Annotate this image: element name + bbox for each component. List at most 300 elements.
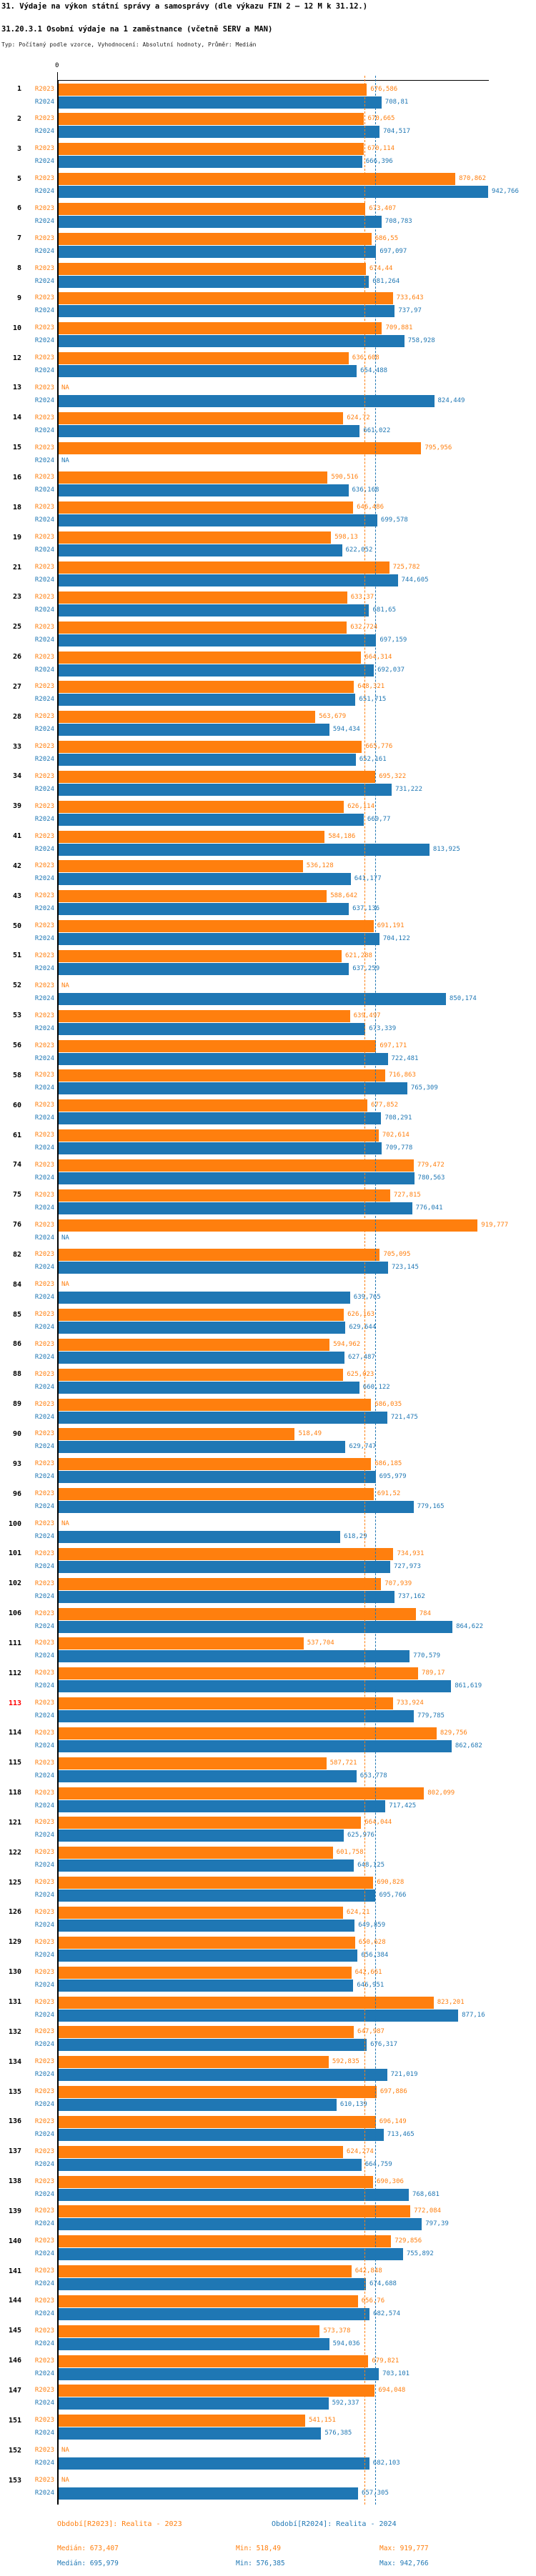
series-label-r2024: R2024 — [34, 1921, 54, 1929]
bar-value-r2024: 721,475 — [390, 1413, 418, 1421]
bar-line-r2024 — [0, 1680, 536, 1692]
bar-r2023 — [59, 1369, 343, 1381]
bar-value-r2024: 713,465 — [387, 2130, 415, 2138]
series-label-r2023: R2023 — [34, 264, 54, 272]
row-number: 58 — [12, 1071, 21, 1079]
max-stat-r2023: Max: 919,777 — [379, 2545, 429, 2552]
bar-r2024 — [59, 1172, 415, 1184]
row-number: 130 — [8, 1968, 21, 1977]
chart-row — [0, 2415, 536, 2445]
row-number: 52 — [12, 982, 21, 990]
series-label-r2023: R2023 — [34, 802, 54, 810]
series-label-r2023: R2023 — [34, 2028, 54, 2036]
bar-value-r2024: 666,396 — [365, 158, 393, 166]
bar-value-r2023: 518,49 — [298, 1430, 322, 1438]
bar-line-r2024 — [0, 1650, 536, 1662]
bar-line-r2024 — [0, 1591, 536, 1603]
series-label-r2023: R2023 — [34, 772, 54, 780]
series-label-r2023: R2023 — [34, 1609, 54, 1617]
row-number: 153 — [8, 2476, 21, 2485]
row-number: 50 — [12, 922, 21, 930]
series-label-r2023: R2023 — [34, 204, 54, 212]
chart-row — [0, 1039, 536, 1069]
bar-r2023 — [59, 1159, 414, 1172]
bar-r2023 — [59, 1608, 416, 1620]
bar-line-r2023 — [0, 1219, 536, 1232]
row-number: 76 — [12, 1221, 21, 1229]
series-label-r2023: R2023 — [34, 2477, 54, 2484]
bar-value-r2023: 716,863 — [388, 1072, 416, 1079]
chart-row — [0, 1398, 536, 1428]
bar-value-r2023: 624,72 — [347, 414, 370, 421]
chart-row — [0, 2235, 536, 2265]
series-label-r2024: R2024 — [34, 2430, 54, 2437]
bar-line-r2023 — [0, 1727, 536, 1739]
series-label-r2024: R2024 — [34, 307, 54, 315]
bar-line-r2023 — [0, 1040, 536, 1052]
bar-line-r2023 — [0, 1937, 536, 1949]
bar-line-r2024 — [0, 1142, 536, 1154]
bar-value-r2023: NA — [61, 2477, 69, 2484]
bar-r2023 — [59, 84, 367, 96]
chart-row — [0, 2475, 536, 2505]
bar-line-r2024 — [0, 305, 536, 317]
series-label-r2024: R2024 — [34, 1024, 54, 1032]
chart-row — [0, 1667, 536, 1697]
bar-line-r2023 — [0, 2295, 536, 2307]
bar-r2024 — [59, 724, 329, 736]
series-label-r2023: R2023 — [34, 1340, 54, 1348]
series-label-r2024: R2024 — [34, 2340, 54, 2347]
bar-value-r2024: 797,39 — [425, 2220, 449, 2228]
bar-value-r2023: 625,023 — [347, 1370, 374, 1378]
chart-row — [0, 411, 536, 441]
legend-r2023: Období[R2023]: Realita - 2023 — [57, 2520, 182, 2528]
row-number: 23 — [12, 593, 21, 601]
series-label-r2024: R2024 — [34, 456, 54, 464]
bar-value-r2023: 729,856 — [394, 2237, 422, 2245]
bar-line-r2023 — [0, 143, 536, 155]
bar-r2024 — [59, 1023, 365, 1035]
series-label-r2024: R2024 — [34, 1742, 54, 1749]
bar-value-r2023: 707,939 — [384, 1579, 412, 1587]
series-label-r2023: R2023 — [34, 1789, 54, 1797]
bar-value-r2024: 676,317 — [370, 2041, 398, 2049]
series-label-r2024: R2024 — [34, 994, 54, 1002]
chart-row — [0, 1906, 536, 1936]
bar-value-r2023: 646,486 — [357, 504, 384, 511]
bar-line-r2024 — [0, 365, 536, 377]
series-label-r2023: R2023 — [34, 384, 54, 391]
bar-value-r2023: 587,721 — [329, 1759, 357, 1767]
bar-value-r2024: 862,682 — [455, 1742, 482, 1749]
bar-value-r2023: 734,931 — [397, 1549, 425, 1557]
bar-value-r2024: 652,161 — [359, 756, 387, 764]
bar-r2023 — [59, 1697, 393, 1709]
bar-r2023 — [59, 890, 327, 902]
bar-line-r2024 — [0, 993, 536, 1005]
bar-line-r2023 — [0, 1010, 536, 1022]
series-label-r2024: R2024 — [34, 666, 54, 674]
bar-r2024 — [59, 2189, 409, 2201]
chart-row — [0, 1488, 536, 1518]
bar-line-r2023 — [0, 1578, 536, 1590]
bar-value-r2023: 733,924 — [396, 1699, 424, 1707]
bar-line-r2024 — [0, 1382, 536, 1394]
bar-value-r2024: 779,165 — [417, 1503, 445, 1511]
bar-line-r2024 — [0, 1859, 536, 1872]
bar-line-r2023 — [0, 2415, 536, 2427]
series-label-r2024: R2024 — [34, 935, 54, 943]
bar-value-r2023: 727,815 — [393, 1191, 421, 1199]
chart-row — [0, 2086, 536, 2116]
row-number: 121 — [8, 1818, 21, 1827]
bar-r2023 — [59, 1578, 381, 1590]
row-number: 8 — [16, 264, 21, 273]
row-number: 2 — [16, 114, 21, 123]
bar-line-r2024 — [0, 2129, 536, 2141]
series-label-r2024: R2024 — [34, 845, 54, 853]
chart-row — [0, 621, 536, 651]
bar-value-r2024: 737,162 — [397, 1592, 425, 1600]
bar-r2024 — [59, 514, 377, 526]
bar-value-r2023: 590,516 — [331, 474, 359, 481]
bar-value-r2024: 610,139 — [339, 2101, 367, 2109]
bar-line-r2024 — [0, 1053, 536, 1065]
bar-r2024 — [59, 1501, 414, 1513]
series-label-r2023: R2023 — [34, 892, 54, 900]
row-number: 90 — [12, 1429, 21, 1438]
series-label-r2024: R2024 — [34, 1832, 54, 1839]
bar-value-r2023: 670,114 — [367, 145, 395, 153]
row-number: 9 — [16, 294, 21, 302]
series-label-r2023: R2023 — [34, 1191, 54, 1199]
chart-row — [0, 2115, 536, 2145]
row-number: 85 — [12, 1310, 21, 1319]
series-label-r2024: R2024 — [34, 516, 54, 524]
series-label-r2023: R2023 — [34, 743, 54, 751]
bar-r2024 — [59, 694, 355, 706]
series-label-r2024: R2024 — [34, 815, 54, 823]
series-label-r2023: R2023 — [34, 444, 54, 451]
bar-r2024 — [59, 335, 405, 347]
chart-row — [0, 173, 536, 203]
chart-row — [0, 352, 536, 382]
bar-line-r2024 — [0, 455, 536, 467]
bar-line-r2024 — [0, 1740, 536, 1752]
bar-value-r2024: 768,681 — [412, 2190, 440, 2198]
bar-line-r2023 — [0, 173, 536, 185]
bar-r2024 — [59, 963, 349, 975]
series-label-r2024: R2024 — [34, 1383, 54, 1391]
series-label-r2023: R2023 — [34, 2177, 54, 2185]
row-number: 96 — [12, 1489, 21, 1498]
bar-r2023 — [59, 591, 347, 604]
bar-r2024 — [59, 2278, 366, 2290]
bar-value-r2024: 681,264 — [372, 277, 400, 285]
bar-r2023 — [59, 233, 372, 245]
series-label-r2023: R2023 — [34, 593, 54, 601]
bar-r2024 — [59, 1650, 410, 1662]
series-label-r2023: R2023 — [34, 564, 54, 571]
series-label-r2023: R2023 — [34, 1968, 54, 1976]
bar-line-r2023 — [0, 1608, 536, 1620]
row-number: 147 — [8, 2386, 21, 2395]
series-label-r2023: R2023 — [34, 1879, 54, 1887]
series-label-r2023: R2023 — [34, 1908, 54, 1916]
bar-value-r2024: 850,174 — [449, 994, 477, 1002]
bar-r2023 — [59, 352, 349, 364]
bar-r2023 — [59, 681, 354, 693]
chart-row — [0, 1936, 536, 1966]
chart-row — [0, 860, 536, 890]
series-label-r2024: R2024 — [34, 2130, 54, 2138]
bar-value-r2023: 633,37 — [350, 593, 374, 601]
bar-line-r2024 — [0, 604, 536, 616]
bar-r2023 — [59, 263, 366, 275]
bar-r2024 — [59, 544, 342, 556]
chart-row — [0, 322, 536, 352]
series-label-r2024: R2024 — [34, 1802, 54, 1809]
bar-r2024 — [59, 305, 394, 317]
bar-value-r2023: 647,987 — [357, 2028, 384, 2036]
bar-r2023 — [59, 113, 364, 125]
bar-line-r2023 — [0, 1548, 536, 1560]
series-label-r2024: R2024 — [34, 1712, 54, 1720]
bar-line-r2024 — [0, 1232, 536, 1244]
bar-line-r2023 — [0, 591, 536, 604]
bar-value-r2023: 690,828 — [377, 1879, 405, 1887]
bar-value-r2023: 919,777 — [481, 1221, 509, 1229]
bar-line-r2023 — [0, 2445, 536, 2457]
chart-row — [0, 2385, 536, 2415]
bar-value-r2023: 664,314 — [364, 653, 392, 661]
bar-r2023 — [59, 322, 382, 334]
bar-r2023 — [59, 1997, 434, 2009]
row-number: 42 — [12, 862, 21, 870]
chart-row — [0, 830, 536, 860]
bar-value-r2024: 861,619 — [455, 1682, 482, 1690]
bar-line-r2024 — [0, 395, 536, 407]
chart-row — [0, 770, 536, 800]
bar-line-r2024 — [0, 1352, 536, 1364]
series-label-r2024: R2024 — [34, 606, 54, 614]
bar-value-r2023: 697,886 — [379, 2088, 407, 2096]
bar-r2024 — [59, 1262, 388, 1274]
chart-row — [0, 561, 536, 591]
series-label-r2023: R2023 — [34, 1699, 54, 1707]
series-label-r2024: R2024 — [34, 1204, 54, 1212]
chart-row — [0, 2145, 536, 2175]
bar-line-r2023 — [0, 531, 536, 544]
bar-line-r2024 — [0, 186, 536, 198]
chart-row — [0, 711, 536, 741]
chart-row — [0, 1309, 536, 1339]
series-label-r2024: R2024 — [34, 1114, 54, 1122]
bar-r2024 — [59, 246, 376, 258]
bar-r2023 — [59, 1458, 371, 1470]
series-label-r2024: R2024 — [34, 2101, 54, 2109]
bar-value-r2023: 697,171 — [379, 1042, 407, 1049]
bar-value-r2023: 784 — [419, 1609, 431, 1617]
chart-row — [0, 1847, 536, 1877]
bar-r2024 — [59, 1441, 345, 1453]
series-label-r2024: R2024 — [34, 1592, 54, 1600]
row-number: 89 — [12, 1400, 21, 1409]
bar-value-r2023: 632,724 — [350, 623, 378, 631]
bar-r2023 — [59, 412, 343, 424]
bar-line-r2024 — [0, 514, 536, 526]
chart-row — [0, 1009, 536, 1039]
bar-line-r2024 — [0, 484, 536, 496]
series-label-r2023: R2023 — [34, 1759, 54, 1767]
bar-r2024 — [59, 873, 351, 885]
bar-r2024 — [59, 784, 392, 796]
bar-value-r2023: 679,821 — [372, 2357, 399, 2365]
bar-value-r2023: 626,163 — [347, 1311, 375, 1319]
bar-value-r2024: 721,019 — [390, 2071, 418, 2079]
x-axis-line — [57, 80, 489, 81]
bar-r2023 — [59, 950, 342, 962]
bar-line-r2023 — [0, 1877, 536, 1889]
bar-line-r2023 — [0, 1369, 536, 1381]
bar-r2023 — [59, 1040, 376, 1052]
bar-line-r2023 — [0, 2205, 536, 2217]
bar-line-r2024 — [0, 335, 536, 347]
bar-r2024 — [59, 365, 357, 377]
bar-r2024 — [59, 2099, 337, 2111]
row-number: 82 — [12, 1250, 21, 1259]
bar-r2023 — [59, 1069, 385, 1082]
bar-value-r2023: 789,17 — [422, 1669, 445, 1677]
series-label-r2023: R2023 — [34, 1281, 54, 1289]
bar-line-r2023 — [0, 2176, 536, 2188]
bar-value-r2024: 656,384 — [361, 1951, 389, 1959]
chart-row — [0, 2205, 536, 2235]
bar-line-r2023 — [0, 1399, 536, 1411]
bar-r2024 — [59, 156, 362, 168]
bar-r2024 — [59, 2218, 422, 2230]
bar-value-r2024: 636,168 — [352, 486, 379, 494]
series-label-r2023: R2023 — [34, 115, 54, 123]
series-label-r2024: R2024 — [34, 696, 54, 704]
bar-line-r2023 — [0, 801, 536, 813]
bar-line-r2024 — [0, 1202, 536, 1214]
bar-line-r2024 — [0, 784, 536, 796]
bar-line-r2023 — [0, 352, 536, 364]
series-label-r2023: R2023 — [34, 1132, 54, 1139]
bar-value-r2024: 779,785 — [417, 1712, 445, 1720]
bar-value-r2024: 629,747 — [349, 1443, 377, 1451]
bar-r2024 — [59, 1950, 357, 1962]
bar-r2023 — [59, 1637, 304, 1649]
bar-value-r2024: 594,036 — [332, 2340, 360, 2347]
bar-r2023 — [59, 1727, 437, 1739]
bar-value-r2024: 669,77 — [367, 815, 391, 823]
row-number: 141 — [8, 2267, 21, 2275]
bar-value-r2024: NA — [61, 456, 69, 464]
bar-r2024 — [59, 1710, 414, 1722]
row-number: 86 — [12, 1340, 21, 1349]
series-label-r2024: R2024 — [34, 1234, 54, 1242]
bar-value-r2024: 648,125 — [357, 1862, 385, 1869]
bar-line-r2024 — [0, 156, 536, 168]
bar-line-r2024 — [0, 1322, 536, 1334]
bar-value-r2024: 737,97 — [398, 307, 422, 315]
row-number: 145 — [8, 2327, 21, 2335]
bar-value-r2023: 592,835 — [332, 2058, 359, 2066]
bar-r2024 — [59, 1621, 452, 1633]
row-number: 132 — [8, 2027, 21, 2036]
chart-row — [0, 1966, 536, 1996]
series-label-r2023: R2023 — [34, 2237, 54, 2245]
row-number: 151 — [8, 2416, 21, 2425]
bar-line-r2023 — [0, 1907, 536, 1919]
row-number: 33 — [12, 742, 21, 751]
bar-line-r2024 — [0, 2397, 536, 2410]
series-label-r2024: R2024 — [34, 576, 54, 584]
series-label-r2024: R2024 — [34, 905, 54, 913]
row-number: 88 — [12, 1370, 21, 1379]
series-label-r2024: R2024 — [34, 247, 54, 255]
series-label-r2024: R2024 — [34, 1892, 54, 1899]
bar-line-r2024 — [0, 1800, 536, 1812]
bar-value-r2024: 637,259 — [352, 964, 380, 972]
chart-row — [0, 232, 536, 262]
bar-r2024 — [59, 186, 488, 198]
bar-value-r2023: 686,185 — [374, 1460, 402, 1468]
series-label-r2024: R2024 — [34, 636, 54, 644]
bar-r2024 — [59, 1740, 452, 1752]
row-number: 13 — [12, 384, 21, 392]
bar-r2024 — [59, 933, 379, 945]
bar-r2023 — [59, 173, 455, 185]
row-number: 136 — [8, 2117, 21, 2126]
chart-row — [0, 2355, 536, 2385]
row-number: 93 — [12, 1459, 21, 1468]
bar-line-r2024 — [0, 1889, 536, 1902]
bar-value-r2023: 642,661 — [354, 1968, 382, 1976]
chart-row — [0, 1159, 536, 1189]
bar-value-r2024: 682,103 — [372, 2460, 400, 2467]
chart-row — [0, 2175, 536, 2205]
chart-row — [0, 800, 536, 830]
bar-line-r2024 — [0, 1082, 536, 1094]
median-stat-r2023: Medián: 673,407 — [57, 2545, 119, 2552]
bar-r2023 — [59, 2355, 368, 2367]
bar-r2023 — [59, 801, 344, 813]
bar-r2024 — [59, 2039, 367, 2051]
bar-line-r2023 — [0, 2086, 536, 2098]
bar-line-r2023 — [0, 84, 536, 96]
chart-row — [0, 2265, 536, 2295]
bar-value-r2024: 625,976 — [347, 1832, 374, 1839]
series-label-r2024: R2024 — [34, 2310, 54, 2317]
bar-line-r2023 — [0, 1129, 536, 1142]
bar-r2024 — [59, 1322, 345, 1334]
chart-row — [0, 1069, 536, 1099]
bar-value-r2024: 727,973 — [394, 1562, 421, 1570]
bar-value-r2024: 765,309 — [410, 1084, 438, 1092]
bar-value-r2023: 624,21 — [346, 1908, 370, 1916]
bar-line-r2024 — [0, 1441, 536, 1453]
chart-row — [0, 2445, 536, 2475]
series-label-r2024: R2024 — [34, 2220, 54, 2228]
bar-value-r2023: NA — [61, 1281, 69, 1289]
bar-r2024 — [59, 1082, 407, 1094]
bar-r2023 — [59, 2146, 343, 2158]
bar-line-r2023 — [0, 2235, 536, 2247]
